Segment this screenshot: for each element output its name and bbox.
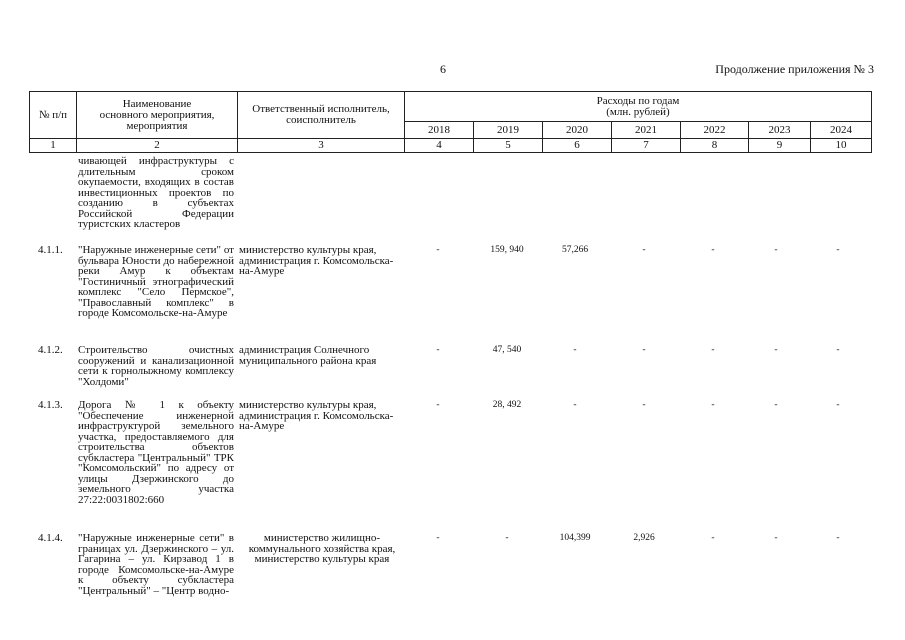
col-responsible-header: Ответственный исполнитель, соисполнитель: [238, 92, 405, 139]
row-value-2021: -: [642, 245, 646, 255]
row-responsible: министерство жилищно-коммунального хозяйства края, министерство культуры края: [248, 532, 396, 565]
row-number: 4.1.3.: [38, 399, 63, 411]
row-value-2024: -: [836, 245, 840, 255]
row-value-2024: -: [836, 345, 840, 355]
year-header: 2021: [612, 122, 681, 139]
column-index: 5: [474, 139, 543, 153]
row-value-2024: -: [836, 533, 840, 543]
column-index: 4: [405, 139, 474, 153]
continued-name-text: чивающей инфраструктуры с длительным сроком окупаемости, входящих в состав инвестиционных проектов по созданию в субъектах Российской Федерации туристских кластеров: [78, 155, 234, 230]
column-index: 3: [238, 139, 405, 153]
column-index: 7: [612, 139, 681, 153]
col-num-header: № п/п: [30, 92, 77, 139]
col-expenses-header: Расходы по годам (млн. рублей): [405, 92, 872, 122]
row-name: Дорога № 1 к объекту "Обеспечение инженерной инфраструктурой земельного участка, предоставляемого для строительства объектов субкластера "Центральный" ТРК "Комсомольский" по адресу от улицы Дзержинского до земельного участка 27:22:0031802:660: [78, 399, 234, 506]
row-value-2020: 104,399: [559, 533, 591, 543]
row-value-2023: -: [774, 245, 778, 255]
row-value-2019: 47, 540: [492, 345, 522, 355]
row-value-2023: -: [774, 533, 778, 543]
year-header: 2018: [405, 122, 474, 139]
year-header: 2023: [749, 122, 811, 139]
column-index: 1: [30, 139, 77, 153]
page-number: 6: [440, 62, 446, 76]
year-header: 2024: [811, 122, 872, 139]
row-value-2019: 159, 940: [490, 245, 524, 255]
row-value-2022: -: [711, 400, 715, 410]
year-header: 2019: [474, 122, 543, 139]
row-number: 4.1.4.: [38, 532, 63, 544]
row-value-2019: 28, 492: [492, 400, 522, 410]
row-value-2021: -: [642, 345, 646, 355]
continuation-caption: Продолжение приложения № 3: [715, 62, 874, 76]
column-index: 6: [543, 139, 612, 153]
column-index: 10: [811, 139, 872, 153]
row-value-2021: 2,926: [633, 533, 655, 543]
column-index: 9: [749, 139, 811, 153]
year-header: 2022: [681, 122, 749, 139]
col-name-header: Наименование основного мероприятия, мероприятия: [77, 92, 238, 139]
row-value-2020: 57,266: [561, 245, 589, 255]
row-value-2020: -: [573, 400, 577, 410]
row-number: 4.1.2.: [38, 344, 63, 356]
column-index: 8: [681, 139, 749, 153]
row-name: "Наружные инженерные сети" в границах ул. Дзержинского – ул. Гагарина – ул. Кирзавод 1 в городе Комсомольске-на-Амуре к объекту субкластера "Центральный" – "Центр водно-: [78, 532, 234, 597]
row-value-2019: -: [505, 533, 509, 543]
row-responsible: министерство культуры края, администрация г. Комсомольска-на-Амуре: [239, 399, 394, 432]
column-index: 2: [77, 139, 238, 153]
row-value-2018: -: [436, 400, 440, 410]
row-name: "Наружные инженерные сети" от бульвара Юности до набережной реки Амур к объектам "Гостиничный этнографический комплекс "Село Пермское", "Православный комплекс" в городе Комсомольске-на-Амуре: [78, 244, 234, 319]
year-header: 2020: [543, 122, 612, 139]
row-value-2022: -: [711, 345, 715, 355]
row-responsible: министерство культуры края, администрация г. Комсомольска-на-Амуре: [239, 244, 394, 277]
row-value-2018: -: [436, 345, 440, 355]
row-responsible: администрация Солнечного муниципального района края: [239, 344, 377, 367]
row-value-2024: -: [836, 400, 840, 410]
row-value-2022: -: [711, 533, 715, 543]
row-value-2020: -: [573, 345, 577, 355]
row-value-2018: -: [436, 533, 440, 543]
row-number: 4.1.1.: [38, 244, 63, 256]
row-value-2022: -: [711, 245, 715, 255]
row-value-2021: -: [642, 400, 646, 410]
row-value-2018: -: [436, 245, 440, 255]
row-name: Строительство очистных сооружений и канализационной сети к горнолыжному комплексу "Холдоми": [78, 344, 234, 388]
row-value-2023: -: [774, 345, 778, 355]
row-value-2023: -: [774, 400, 778, 410]
